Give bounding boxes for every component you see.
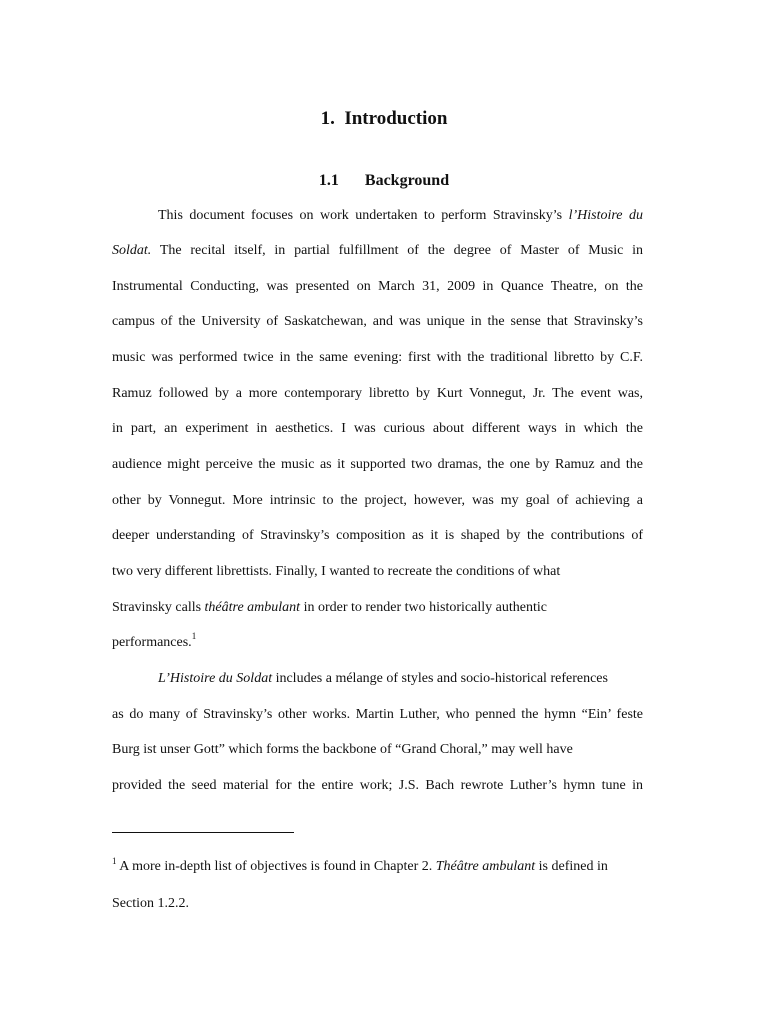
paragraph-2-line-4: provided the seed material for the entire work; J.S. Bach rewrote Luther’s hymn tune in [112, 778, 643, 793]
text-run: This document focuses on work undertaken to perform Stravinsky’s [158, 208, 569, 223]
italic-term: Théâtre ambulant [435, 859, 536, 874]
paragraph-1-line-3: Instrumental Conducting, was presented on March 31, 2009 in Quance Theatre, on the [112, 279, 643, 294]
italic-term: théâtre ambulant [204, 600, 301, 615]
footnote-reference: 1 [191, 631, 197, 641]
text-run: A more in-depth list of objectives is found in Chapter 2. [116, 859, 436, 874]
paragraph-1-line-1 [158, 206, 643, 226]
section-title: Background [364, 172, 450, 189]
section-number: 1.1 [318, 172, 339, 189]
paragraph-1-line-12 [112, 598, 547, 618]
italic-title: Soldat. [112, 243, 152, 258]
text-run: includes a mélange of styles and socio-historical references [272, 671, 608, 686]
paragraph-1-line-11: two very different librettists. Finally, I wanted to recreate the conditions of what [112, 564, 561, 579]
paragraph-1-line-13 [112, 633, 196, 653]
text-run: The recital itself, in partial fulfillment of the degree of Master of Music in [151, 243, 643, 258]
footnote-marker: 1 [112, 856, 117, 866]
text-run: in order to render two historically authentic [300, 600, 547, 615]
footnote-line-1 [112, 857, 608, 877]
paragraph-2-line-2: as do many of Stravinsky’s other works. Martin Luther, who penned the hymn “Ein’ feste [112, 707, 643, 722]
paragraph-1-line-7: in part, an experiment in aesthetics. I was curious about different ways in which the [112, 421, 643, 436]
footnote-line-2: Section 1.2.2. [112, 896, 189, 911]
chapter-title: 1. Introduction [320, 108, 448, 129]
text-run: is defined in [535, 859, 608, 874]
paragraph-2-line-1 [158, 669, 608, 689]
paragraph-1-line-9: other by Vonnegut. More intrinsic to the project, however, was my goal of achieving a [112, 493, 643, 508]
italic-title: L’Histoire du Soldat [158, 671, 273, 686]
italic-title: l’Histoire du [568, 208, 643, 223]
paragraph-1-line-5: music was performed twice in the same evening: first with the traditional libretto by C.F. [112, 350, 643, 365]
paragraph-1-line-6: Ramuz followed by a more contemporary libretto by Kurt Vonnegut, Jr. The event was, [112, 386, 643, 401]
paragraph-2-line-3: Burg ist unser Gott” which forms the backbone of “Grand Choral,” may well have [112, 742, 573, 757]
paragraph-1-line-8: audience might perceive the music as it supported two dramas, the one by Ramuz and the [112, 457, 643, 472]
paragraph-1-line-10: deeper understanding of Stravinsky’s composition as it is shaped by the contributions of [112, 528, 643, 543]
section-heading [0, 172, 768, 190]
text-run: Stravinsky calls [112, 600, 205, 615]
text-run: performances. [112, 635, 192, 650]
paragraph-1-line-4: campus of the University of Saskatchewan, and was unique in the sense that Stravinsky’s [112, 314, 643, 329]
footnote-separator [112, 832, 294, 833]
paragraph-1-line-2 [112, 241, 643, 261]
